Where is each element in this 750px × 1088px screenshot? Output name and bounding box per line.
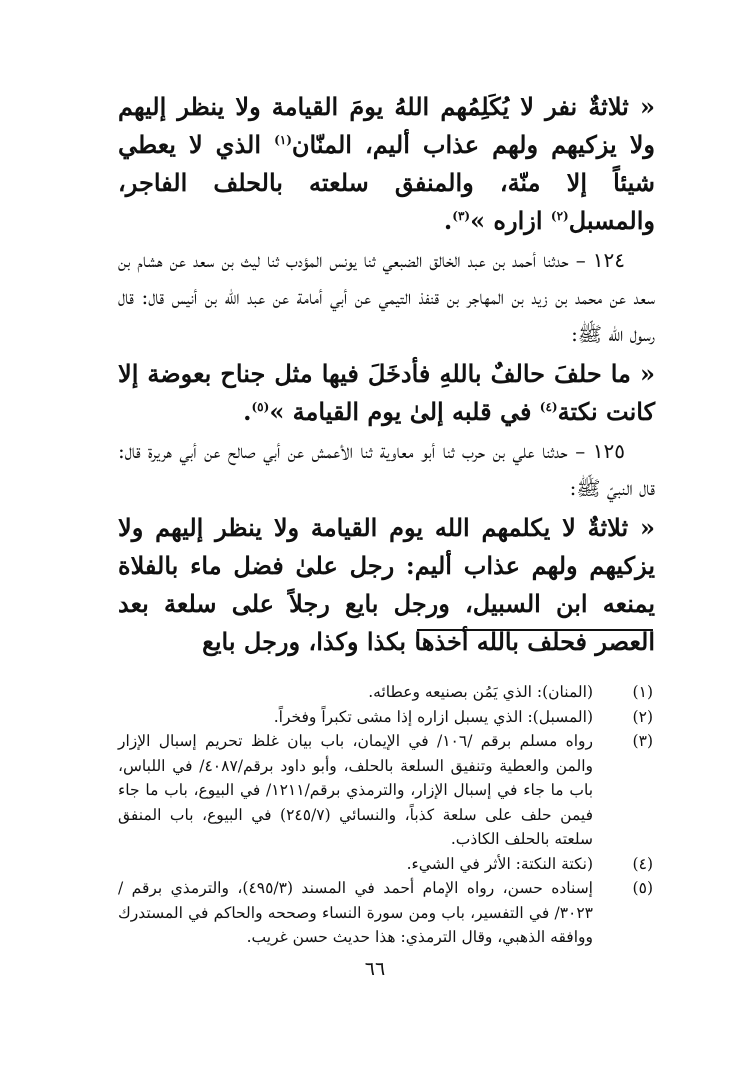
chain-125: ١٢٥ – حدثنا علي بن حرب ثنا أبو معاوية ثنا الأعمش عن أبي صالح عن أبي هريرة قال: قال النبيّ ﷺ:: [118, 439, 655, 500]
footnote-ref-3: (٣): [452, 209, 471, 223]
footnote-1: [118, 680, 655, 705]
footnotes: [118, 680, 655, 950]
footnote-5: [118, 876, 655, 950]
footnote-ref-5: (٥): [251, 400, 270, 414]
footnote-separator: [417, 629, 653, 631]
footnote-text: رواه مسلم برقم /١٠٦/ في الإيمان، باب بيان غلظ تحريم إسبال الإزار والمن والعطية وتنفيق السلعة بالحلف، وأبو داود برقم/٤٠٨٧/ في اللباس، باب ما جاء في إسبال الإزار، والترمذي برقم/١٢١١/ في البيوع، باب ما جاء فيمن حلف على سلعة كذباً، والنسائي (٢٤٥/٧) في البيوع، باب المنفق سلعته بالحلف الكاذب.: [118, 732, 594, 848]
footnote-number: (١): [632, 683, 653, 701]
main-text: [118, 88, 655, 661]
hadith-text-2: [118, 355, 655, 431]
hadith-text-1: [118, 88, 655, 240]
footnote-number: (٤): [632, 854, 653, 873]
footnote-ref-1: (١): [274, 133, 292, 147]
footnote-ref-2: (٢): [550, 209, 569, 223]
footnote-2: [118, 705, 655, 730]
hadith-2-part-1: « ما حلفَ حالفٌ باللهِ فأدخَلَ فيها مثل جناح بعوضة إلا كانت نكتة: [118, 359, 655, 426]
footnote-number: (٥): [632, 879, 653, 897]
footnote-ref-4: (٤): [539, 400, 558, 414]
footnote-4: [118, 852, 655, 877]
hadith-1-end: .: [443, 206, 453, 235]
hadith-2-part-2: في قلبه إلىٰ يوم القيامة »: [269, 397, 540, 426]
footnote-text: إسناده حسن، رواه الإمام أحمد في المسند (٤٩٥/٣)، والترمذي برقم /٣٠٢٣/ في التفسير، باب ومن سورة النساء وصححه والحاكم في المستدرك ووافقه الذهبي، وقال الترمذي: هذا حديث حسن غريب.: [118, 879, 593, 946]
hadith-2-end: .: [243, 397, 252, 426]
hadith-text-3: « ثلاثةٌ لا يكلمهم الله يوم القيامة ولا ينظر إليهم ولا يزكيهم ولهم عذاب أليم: رجل علىٰ فضل ماء بالفلاة يمنعه ابن السبيل، ورجل بايع رجلاً على سلعة بعد العصر فحلف بالله أخذها بكذا وكذا، ورجل بايع: [118, 513, 655, 656]
hadith-1-part-3: ازاره »: [470, 206, 551, 235]
footnote-text: (المسبل): الذي يسبل ازاره إذا مشى تكبراً وفخراً.: [273, 707, 593, 726]
chain-124: ١٢٤ – حدثنا أحمد بن عبد الخالق الضبعي ثنا يونس المؤدب ثنا ليث بن سعد عن هشام بن سعد عن محمد بن زيد بن المهاجر بن قنفذ التيمي عن أبي أمامة عن عبد الله بن أنيس قال: قال رسول الله ﷺ:: [118, 248, 655, 346]
hadith-1-part-1: « ثلاثةٌ نفر لا يُكَلِمُهم اللهُ يومَ القيامة ولا ينظر إليهم ولا يزكيهم ولهم عذاب أليم، المنّان: [118, 92, 655, 159]
page-number: ٦٦: [364, 958, 386, 980]
footnote-number: (٢): [632, 707, 653, 726]
hadith-1-part-2: الذي لا يعطي شيئاً إلا منّة، والمنفق سلعته بالحلف الفاجر، والمسبل: [118, 130, 655, 235]
footnote-3: [118, 729, 655, 852]
footnote-text: (نكتة النكتة: الأثر في الشيء.: [406, 854, 593, 873]
footnote-number: (٣): [632, 732, 653, 750]
footnote-text: (المنان): الذي يَمُن بصنيعه وعطائه.: [368, 683, 593, 701]
